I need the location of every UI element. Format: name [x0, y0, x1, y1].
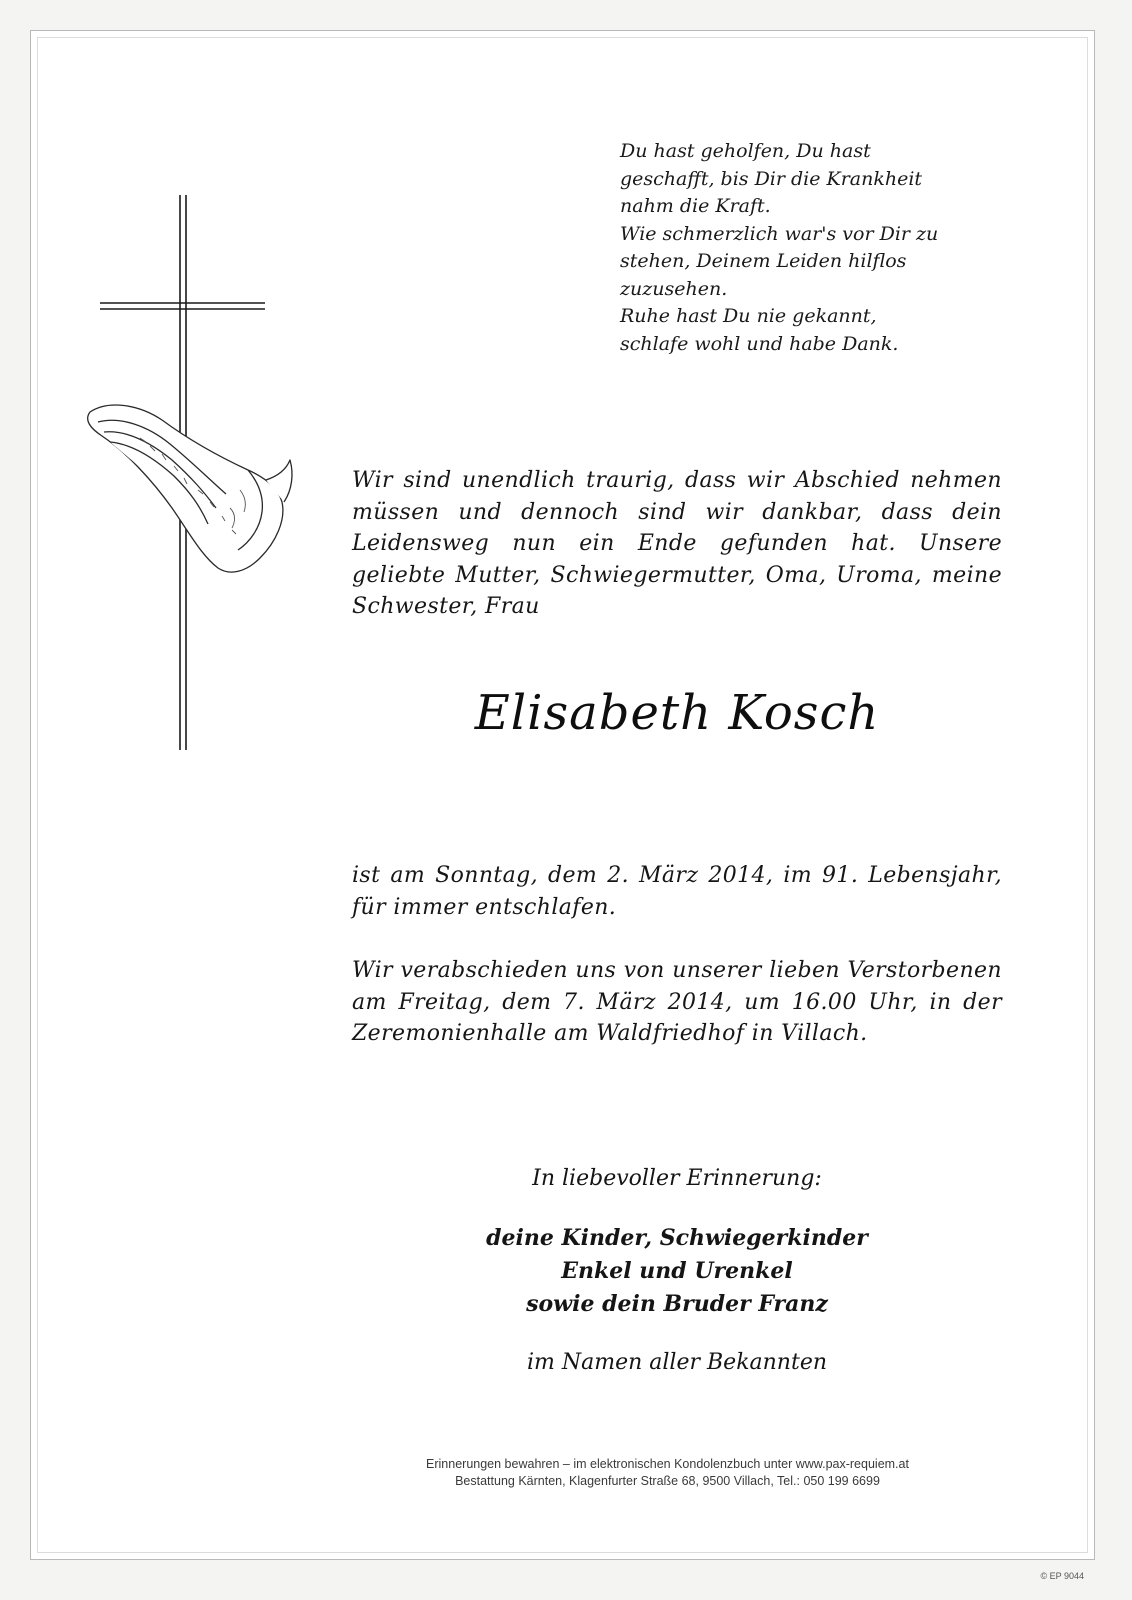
cross-praying-hands-icon — [80, 190, 310, 770]
mourner-line: sowie dein Bruder Franz — [526, 1291, 828, 1317]
footer-condolence-line: Erinnerungen bewahren – im elektronischen Kondolenzbuch unter www.pax-requiem.at — [426, 1457, 909, 1471]
memory-title: In liebevoller Erinnerung: — [532, 1166, 822, 1191]
intro-paragraph: Wir sind unendlich traurig, dass wir Abschied nehmen müssen und dennoch sind wir dankbar, dass dein Leidensweg nun ein Ende gefunden hat. Unsere geliebte Mutter, Schwiegermutter, Oma, Uroma, meine Schwester, Frau — [352, 468, 1002, 619]
acquaintances-line: im Namen aller Bekannten — [526, 1350, 828, 1375]
mourner-line: deine Kinder, Schwiegerkinder — [486, 1225, 868, 1251]
death-notice: ist am Sonntag, dem 2. März 2014, im 91. Lebensjahr, für immer entschlafen. — [352, 863, 1002, 920]
footer — [300, 1456, 1035, 1490]
mourner-line: Enkel und Urenkel — [561, 1258, 793, 1284]
deceased-name: Elisabeth Kosch — [474, 685, 880, 741]
mourners-list — [352, 1222, 1002, 1321]
farewell-notice: Wir verabschieden uns von unserer lieben Verstorbenen am Freitag, dem 7. März 2014, um 16.00 Uhr, in der Zeremonienhalle am Waldfriedhof in Villach. — [352, 958, 1002, 1046]
print-code: © EP 9044 — [1040, 1571, 1084, 1581]
footer-address-line: Bestattung Kärnten, Klagenfurter Straße 68, 9500 Villach, Tel.: 050 199 6699 — [455, 1474, 880, 1488]
memorial-verse: Du hast geholfen, Du hast geschafft, bis Dir die Krankheit nahm die Kraft. Wie schmerzlich war's vor Dir zu stehen, Deinem Leiden hilflos zuzusehen. Ruhe hast Du nie gekannt, schlafe wohl und habe Dank. — [620, 140, 939, 355]
